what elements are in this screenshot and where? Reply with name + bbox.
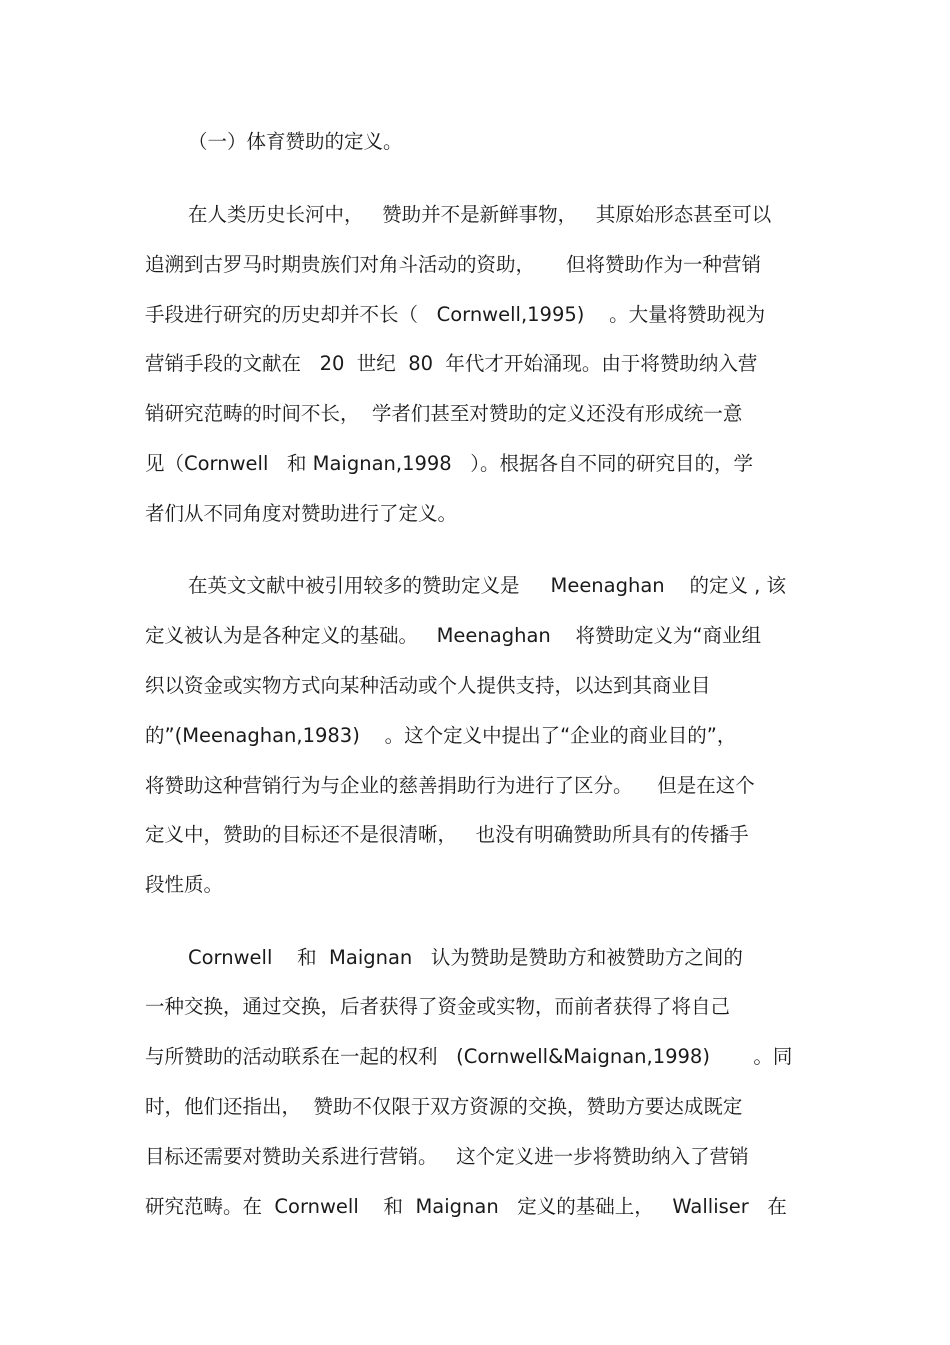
paragraph-1-line-5: 销研究范畴的时间不长， 学者们甚至对赞助的定义还没有形成统一意 (145, 402, 743, 425)
section-heading: （一）体育赞助的定义。 (188, 130, 403, 153)
paragraph-3-line-3: 与所赞助的活动联系在一起的权利 (Cornwell&Maignan,1998) 。同 (145, 1045, 793, 1068)
paragraph-3-line-6: 研究范畴。在 Cornwell 和 Maignan 定义的基础上， Walliser 在 (145, 1195, 787, 1218)
paragraph-2-line-7: 段性质。 (145, 873, 224, 896)
paragraph-1-line-6: 见（Cornwell 和 Maignan,1998 ）。根据各自不同的研究目的，学 (145, 452, 754, 475)
paragraph-3-line-5: 目标还需要对赞助关系进行营销。 这个定义进一步将赞助纳入了营销 (145, 1145, 749, 1168)
paragraph-2-line-3: 织以资金或实物方式向某种活动或个人提供支持，以达到其商业目 (145, 674, 711, 697)
paragraph-2-line-2: 定义被认为是各种定义的基础。 Meenaghan 将赞助定义为“商业组 (145, 624, 762, 647)
paragraph-3-line-4: 时，他们还指出， 赞助不仅限于双方资源的交换，赞助方要达成既定 (145, 1095, 743, 1118)
paragraph-3-line-1: Cornwell 和 Maignan 认为赞助是赞助方和被赞助方之间的 (188, 946, 743, 969)
paragraph-1-line-1: 在人类历史长河中， 赞助并不是新鲜事物， 其原始形态甚至可以 (188, 203, 772, 226)
paragraph-2-line-1: 在英文文献中被引用较多的赞助定义是 Meenaghan 的定义 , 该 (188, 574, 787, 597)
paragraph-2-line-4: 的”(Meenaghan,1983) 。这个定义中提出了“企业的商业目的”， (145, 724, 737, 747)
paragraph-1-line-3: 手段进行研究的历史却并不长（ Cornwell,1995) 。大量将赞助视为 (145, 303, 766, 326)
paragraph-3-line-2: 一种交换，通过交换，后者获得了资金或实物，而前者获得了将自己 (145, 995, 731, 1018)
paragraph-1-line-7: 者们从不同角度对赞助进行了定义。 (145, 502, 458, 525)
paragraph-1-line-4: 营销手段的文献在 20 世纪 80 年代才开始涌现。由于将赞助纳入营 (145, 352, 758, 375)
paragraph-1-line-2: 追溯到古罗马时期贵族们对角斗活动的资助， 但将赞助作为一种营销 (145, 253, 761, 276)
paragraph-2-line-6: 定义中，赞助的目标还不是很清晰， 也没有明确赞助所具有的传播手 (145, 823, 749, 846)
paragraph-2-line-5: 将赞助这种营销行为与企业的慈善捐助行为进行了区分。 但是在这个 (145, 774, 755, 797)
